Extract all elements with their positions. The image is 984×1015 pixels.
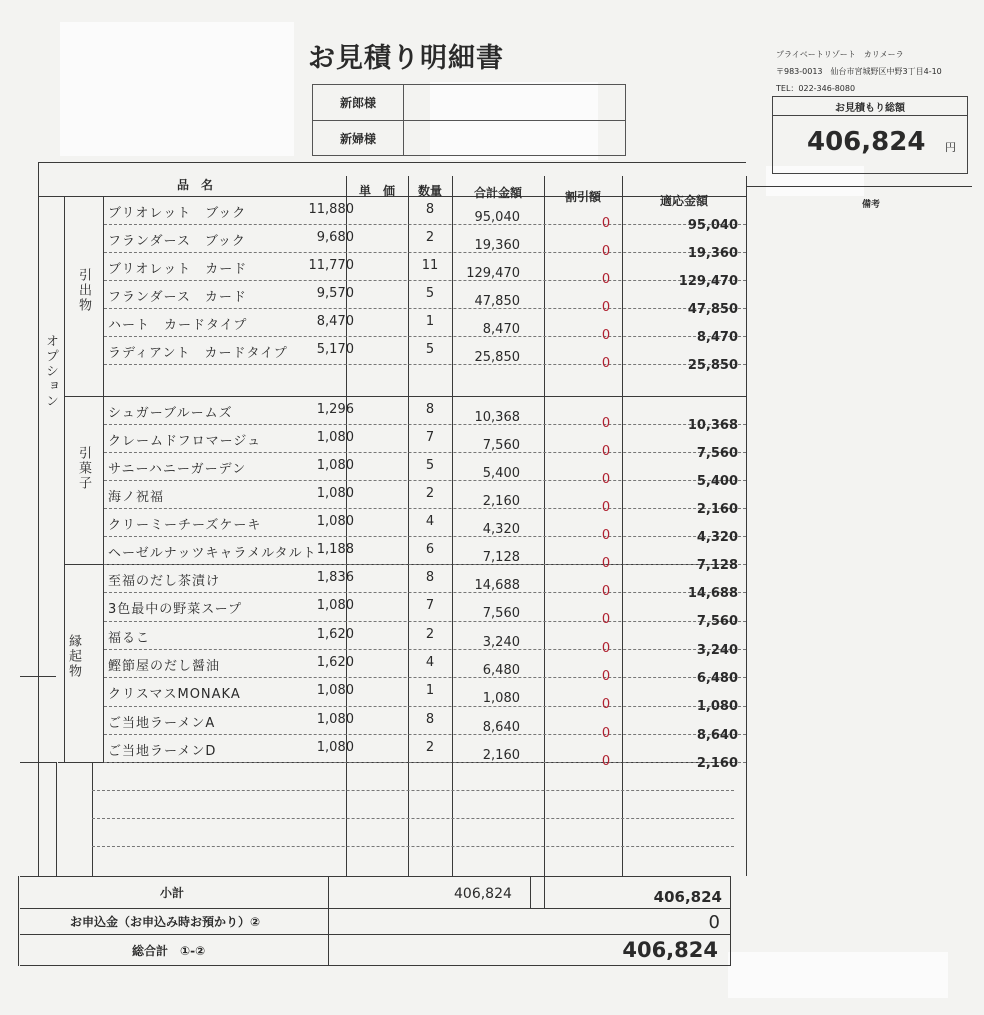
discount-amount: 0 [601, 500, 611, 515]
quantity: 5 [425, 458, 435, 473]
quantity: 11 [421, 258, 439, 273]
quantity: 4 [425, 654, 435, 670]
discount-amount: 0 [601, 528, 611, 543]
quantity: 5 [425, 342, 435, 357]
applied-amount: 47,850 [687, 302, 738, 317]
applied-amount: 7,560 [696, 614, 738, 630]
discount-amount: 0 [601, 584, 611, 599]
quantity: 1 [425, 683, 435, 699]
grand-total-label: 総合計 ①-② [132, 944, 206, 958]
item-name: 鰹節屋のだし醤油 [108, 658, 221, 674]
header-quantity: 数量 [417, 184, 442, 198]
groom-label: 新郎様 [313, 85, 404, 120]
subtotal-amount: 7,128 [482, 550, 520, 565]
applied-amount: 95,040 [687, 218, 738, 233]
subtotal-amount: 10,368 [474, 410, 520, 425]
applied-amount: 25,850 [687, 358, 738, 373]
quantity: 2 [425, 486, 435, 501]
subtotal-amount: 2,160 [482, 494, 520, 509]
header-remarks: 備考 [862, 200, 881, 210]
discount-amount: 0 [601, 244, 611, 259]
subtotal-amount: 7,560 [482, 438, 520, 453]
discount-amount: 0 [601, 444, 611, 459]
item-name: ラディアント カードタイプ [108, 346, 288, 361]
subtotal-amount: 1,080 [482, 691, 520, 707]
applied-amount: 8,640 [696, 727, 738, 743]
applied-amount: 10,368 [687, 418, 738, 433]
unit-price: 1,080 [316, 514, 354, 529]
row-divider [92, 790, 734, 791]
row-divider [92, 846, 734, 847]
header-item: 品 名 [176, 178, 213, 192]
subtotal-label: 小計 [160, 886, 185, 900]
unit-price: 1,080 [316, 430, 354, 445]
subtotal-amount: 129,470 [466, 266, 520, 281]
applied-amount: 7,128 [696, 558, 738, 573]
subtotal-amount: 8,470 [482, 322, 520, 337]
subtotal-amount: 4,320 [482, 522, 520, 537]
subtotal-amount: 5,400 [482, 466, 520, 481]
discount-amount: 0 [601, 697, 611, 713]
applied-amount: 1,080 [696, 699, 738, 715]
item-name: ブリオレット カード [108, 262, 248, 277]
unit-price: 9,570 [316, 286, 354, 301]
discount-amount: 0 [601, 416, 611, 431]
discount-amount: 0 [601, 556, 611, 571]
row-divider [104, 762, 746, 763]
discount-amount: 0 [601, 472, 611, 487]
quantity: 5 [425, 286, 435, 301]
subtotal-amount: 7,560 [482, 606, 520, 622]
applied-amount: 8,470 [696, 330, 738, 345]
item-name: 海ノ祝福 [108, 490, 165, 505]
item-name: サニーハニーガーデン [108, 462, 247, 477]
quantity: 8 [425, 711, 435, 727]
discount-amount: 0 [601, 356, 611, 371]
applied-amount: 2,160 [696, 755, 738, 771]
row-divider [104, 649, 746, 650]
unit-price: 1,080 [316, 486, 354, 501]
unit-price: 1,080 [316, 683, 354, 699]
company-address: 〒983-0013 仙台市宮城野区中野3丁目4-10 [776, 67, 942, 76]
unit-price: 1,080 [316, 739, 354, 755]
item-name: ヘーゼルナッツキャラメルタルト [108, 546, 317, 561]
row-divider [104, 564, 746, 565]
row-divider [104, 452, 746, 453]
item-name: ご当地ラーメンD [108, 743, 217, 759]
discount-amount: 0 [601, 328, 611, 343]
header-subtotal: 合計金額 [473, 186, 522, 200]
unit-price: 1,296 [316, 402, 354, 417]
item-name: 福るこ [108, 630, 151, 646]
estimate-total-unit: 円 [945, 141, 956, 154]
header-unit-price: 単 価 [358, 184, 395, 198]
discount-amount: 0 [601, 300, 611, 315]
quantity: 2 [425, 230, 435, 245]
quantity: 8 [425, 202, 435, 217]
unit-price: 8,470 [316, 314, 354, 329]
discount-amount: 0 [601, 272, 611, 287]
applied-amount: 14,688 [687, 586, 738, 601]
deposit-label: お申込金（お申込み時お預かり）② [70, 915, 261, 929]
document-title: お見積り明細書 [308, 43, 504, 74]
unit-price: 1,080 [316, 711, 354, 727]
row-divider [104, 424, 746, 425]
row-divider [104, 280, 746, 281]
item-name: シュガーブルームズ [108, 406, 233, 421]
row-divider [92, 818, 734, 819]
item-name: クリーミーチーズケーキ [108, 518, 262, 533]
applied-amount: 5,400 [696, 474, 738, 489]
subtotal-amount: 25,850 [474, 350, 520, 365]
quantity: 4 [425, 514, 435, 529]
row-divider [104, 308, 746, 309]
quantity: 2 [425, 626, 435, 642]
applied-amount: 6,480 [696, 670, 738, 686]
subtotal-amount: 6,480 [482, 662, 520, 678]
row-divider [104, 734, 746, 735]
item-name: 3色最中の野菜スープ [108, 602, 242, 618]
row-divider [104, 224, 746, 225]
estimate-total-amount: 406,824 [807, 127, 926, 157]
row-divider [104, 480, 746, 481]
applied-amount: 7,560 [696, 446, 738, 461]
redacted-area [728, 952, 948, 998]
subtotal-amount: 14,688 [474, 578, 520, 593]
row-divider [104, 336, 746, 337]
subtotal-amount: 19,360 [474, 238, 520, 253]
estimate-total-box [772, 96, 968, 174]
applied-amount: 2,160 [696, 502, 738, 517]
unit-price: 5,170 [316, 342, 354, 357]
item-name: ハート カードタイプ [108, 318, 248, 333]
bride-label: 新婦様 [313, 121, 404, 156]
option-label: オプション [43, 334, 58, 409]
unit-price: 1,080 [316, 598, 354, 614]
discount-amount: 0 [601, 216, 611, 231]
company-info [776, 46, 942, 97]
item-name: フランダース カード [108, 290, 247, 305]
quantity: 6 [425, 542, 435, 557]
discount-amount: 0 [601, 725, 611, 741]
applied-amount: 3,240 [696, 642, 738, 658]
applied-amount: 4,320 [696, 530, 738, 545]
item-name: クレームドフロマージュ [108, 434, 262, 449]
applied-amount: 129,470 [678, 274, 738, 289]
unit-price: 1,620 [316, 654, 354, 670]
subtotal-total: 406,824 [454, 886, 512, 902]
item-name: ブリオレット ブック [108, 206, 247, 221]
discount-amount: 0 [601, 668, 611, 684]
header-discount: 割引額 [564, 190, 601, 204]
estimate-total-label: お見積もり総額 [773, 97, 967, 116]
row-divider [104, 677, 746, 678]
subtotal-amount: 47,850 [474, 294, 520, 309]
couple-names-box [312, 84, 626, 156]
quantity: 7 [425, 430, 435, 445]
unit-price: 1,188 [316, 542, 354, 557]
discount-amount: 0 [601, 753, 611, 769]
quantity: 8 [425, 402, 435, 417]
redacted-area [60, 22, 294, 156]
header-applied: 適応金額 [659, 194, 708, 208]
unit-price: 1,620 [316, 626, 354, 642]
row-divider [104, 252, 746, 253]
company-tel: TEL：022-346-8080 [776, 84, 856, 93]
discount-amount: 0 [601, 612, 611, 628]
discount-amount: 0 [601, 640, 611, 656]
item-name: フランダース ブック [108, 234, 246, 249]
quantity: 8 [425, 570, 435, 585]
subtotal-applied: 406,824 [653, 888, 722, 906]
group-label-engimono: 縁起物 [66, 634, 81, 679]
row-divider [104, 536, 746, 537]
unit-price: 1,836 [316, 570, 354, 585]
row-divider [104, 706, 746, 707]
item-name: 至福のだし茶漬け [108, 574, 221, 589]
quantity: 1 [425, 314, 435, 329]
row-divider [104, 592, 746, 593]
subtotal-amount: 8,640 [482, 719, 520, 735]
unit-price: 1,080 [316, 458, 354, 473]
unit-price: 9,680 [316, 230, 354, 245]
row-divider [104, 508, 746, 509]
row-divider [104, 621, 746, 622]
applied-amount: 19,360 [687, 246, 738, 261]
subtotal-amount: 95,040 [474, 210, 520, 225]
group-label-hikidemono: 引出物 [76, 268, 91, 313]
item-name: クリスマスMONAKA [108, 687, 241, 703]
subtotal-amount: 2,160 [482, 747, 520, 763]
deposit-value: 0 [708, 912, 720, 933]
company-name: プライベートリゾート カリメーラ [776, 50, 904, 59]
group-label-hikigashi: 引菓子 [76, 446, 91, 491]
unit-price: 11,880 [308, 202, 354, 217]
row-divider [104, 364, 746, 365]
subtotal-amount: 3,240 [482, 634, 520, 650]
unit-price: 11,770 [308, 258, 354, 273]
grand-total-value: 406,824 [622, 938, 718, 962]
quantity: 2 [425, 739, 435, 755]
item-name: ご当地ラーメンA [108, 715, 216, 731]
quantity: 7 [425, 598, 435, 614]
